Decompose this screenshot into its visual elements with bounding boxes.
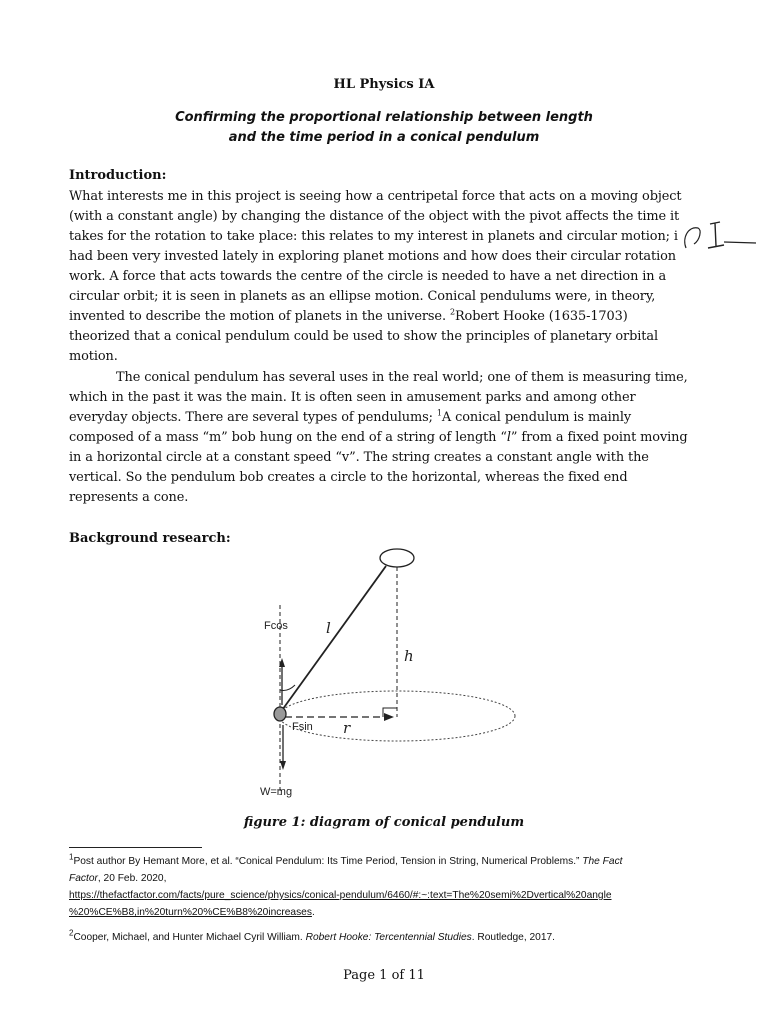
footnote-divider	[69, 847, 202, 848]
text-segment: . Routledge, 2017.	[471, 932, 555, 943]
text-segment: Cooper, Michael, and Hunter Michael Cyril William.	[73, 932, 306, 943]
text-line: theorized that a conical pendulum could be used to show the principles of planetary orbital	[69, 329, 658, 344]
text-segment: everyday objects. There are several types of pendulums;	[69, 410, 437, 425]
fsin-label: Fsin	[292, 721, 313, 733]
footnote-ref-1[interactable]: 1	[436, 408, 442, 418]
text-line: (with a constant angle) by changing the distance of the object with the pivot affects the time it	[69, 209, 680, 224]
footnote-mark: 1	[69, 852, 74, 862]
text-segment: composed of a mass “m” bob hung on the end of a string of length “	[69, 430, 507, 445]
weight-label: W=mg	[260, 786, 293, 798]
pendulum-bob	[274, 707, 286, 721]
footnote-ref-2[interactable]: 2	[449, 307, 455, 317]
handwritten-annotation-icon	[680, 218, 760, 258]
text-line: which in the past it was the main. It is often seen in amusement parks and among other	[69, 390, 636, 405]
conical-pendulum-diagram	[240, 545, 540, 810]
document-title	[0, 108, 768, 148]
footnote-link[interactable]: https://thefactfactor.com/facts/pure_science/physics/conical-pendulum/6460/#:~:text=The%20semi%2Dvertical%20angle	[69, 890, 612, 901]
text-segment: invented to describe the motion of planets in the universe.	[69, 309, 450, 324]
footnote-link-continued[interactable]: %20%CE%B8,in%20turn%20%CE%B8%20increases	[69, 907, 312, 918]
footnote-mark: 2	[69, 928, 74, 938]
text-line	[69, 887, 709, 904]
text-line: takes for the rotation to take place: this relates to my interest in planets and circular motion; i	[69, 229, 678, 244]
text-segment: .	[311, 907, 315, 918]
text-line: vertical. So the pendulum bob creates a circle to the horizontal, whereas the fixed end	[69, 470, 628, 485]
length-symbol: l	[506, 430, 511, 445]
weight-arrowhead	[280, 761, 286, 770]
introduction-heading: Introduction:	[69, 168, 167, 183]
introduction-paragraph-2	[69, 368, 697, 508]
text-line	[69, 904, 709, 921]
radius-arrowhead	[384, 713, 394, 721]
text-segment: Robert Hooke (1635-1703)	[454, 309, 628, 324]
text-line: motion.	[69, 349, 118, 364]
radius-label: r	[343, 719, 351, 737]
text-line	[69, 428, 697, 448]
pendulum-diagram-svg	[240, 545, 540, 810]
text-line	[69, 853, 709, 870]
pendulum-string	[280, 566, 386, 713]
text-line: represents a cone.	[69, 490, 189, 505]
page-number: Page 1 of 11	[343, 968, 425, 983]
text-line: What interests me in this project is seeing how a centripetal force that acts on a moving object	[69, 189, 682, 204]
text-segment: A conical pendulum is mainly	[441, 410, 632, 425]
title-line-2: and the time period in a conical pendulum	[228, 130, 540, 145]
text-line: had been very invested lately in exploring planet motions and how does their circular rotation	[69, 249, 676, 264]
text-line	[69, 870, 709, 887]
text-line: The conical pendulum has several uses in the real world; one of them is measuring time,	[116, 370, 688, 385]
text-line: work. A force that acts towards the centre of the circle is needed to have a net direction in a	[69, 269, 667, 284]
document-header: HL Physics IA	[333, 77, 435, 92]
pivot-ellipse	[380, 549, 414, 567]
source-title: Factor	[69, 873, 98, 884]
text-line	[69, 307, 697, 327]
text-segment: , 20 Feb. 2020,	[97, 873, 167, 884]
footnote-2	[69, 929, 709, 946]
book-title: Robert Hooke: Tercentennial Studies	[305, 932, 472, 943]
title-line-1: Confirming the proportional relationship between length	[175, 110, 593, 125]
introduction-paragraph-1	[69, 187, 697, 367]
fcos-label: Fcos	[264, 620, 288, 632]
background-research-heading: Background research:	[69, 531, 231, 546]
figure-caption: figure 1: diagram of conical pendulum	[243, 815, 525, 830]
source-title: The Fact	[582, 856, 623, 867]
text-line	[69, 929, 709, 946]
text-line: in a horizontal circle at a constant speed “v”. The string creates a constant angle with the	[69, 450, 649, 465]
height-label: h	[404, 647, 414, 665]
text-line	[69, 408, 697, 428]
text-line: circular orbit; it is seen in planets as an ellipse motion. Conical pendulums were, in theory,	[69, 289, 656, 304]
footnote-1	[69, 853, 709, 921]
length-label: l	[326, 619, 331, 637]
text-segment: Post author By Hemant More, et al. “Conical Pendulum: Its Time Period, Tension in String, Numerical Problems.”	[73, 856, 583, 867]
text-segment: ” from a fixed point moving	[510, 430, 688, 445]
